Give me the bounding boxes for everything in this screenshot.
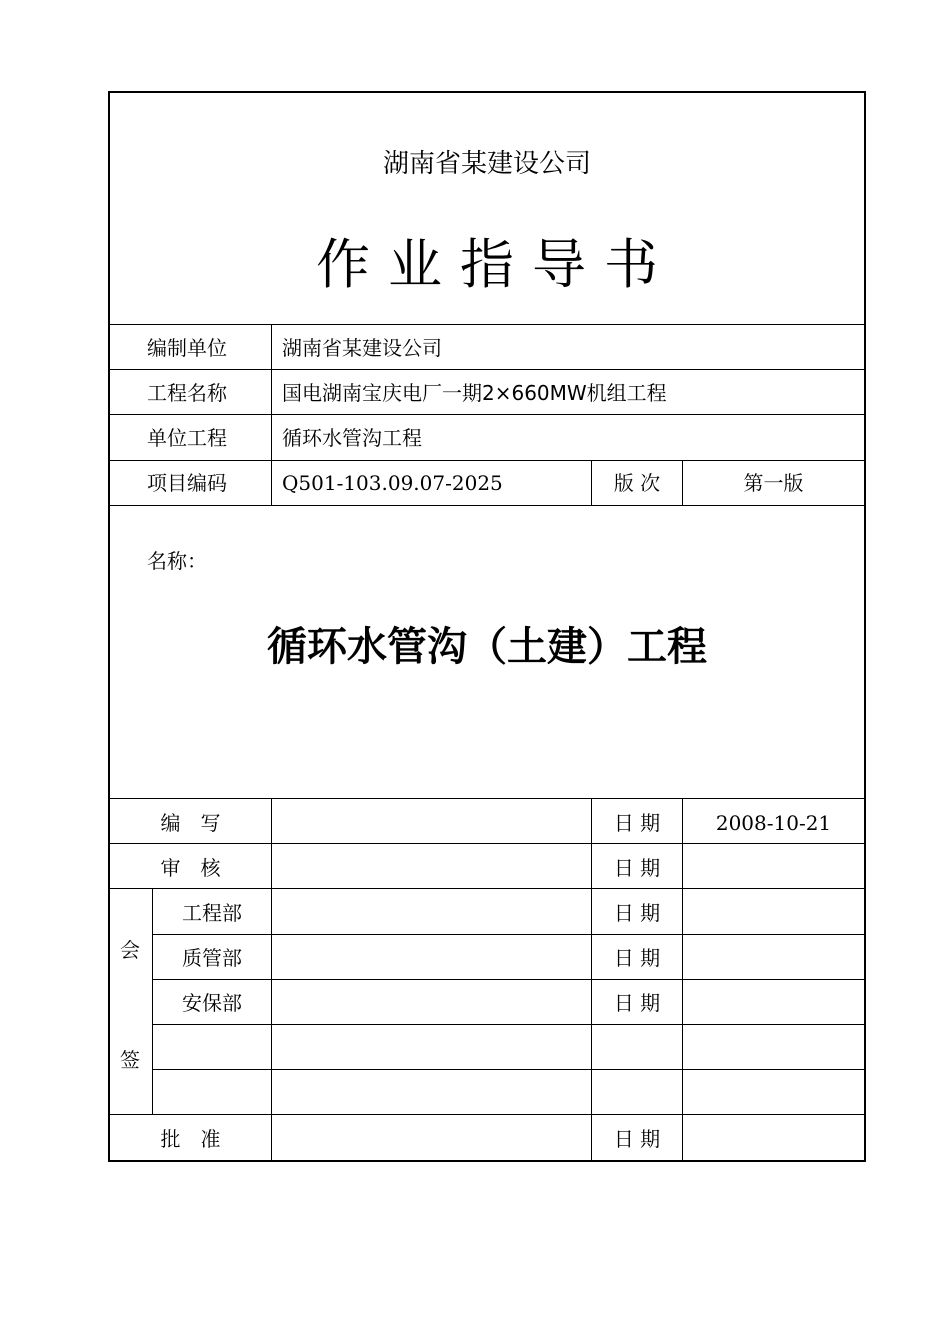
divider — [110, 324, 864, 325]
document-title: 作业指导书 — [316, 233, 676, 296]
divider — [110, 414, 864, 415]
divider — [682, 798, 683, 1160]
dept-quality: 质管部 — [182, 946, 242, 970]
work-name-title: 循环水管沟（土建）工程 — [267, 624, 707, 670]
code-value: Q501-103.09.07-2025 — [282, 471, 503, 495]
divider — [152, 979, 864, 980]
project-label: 工程名称 — [147, 381, 227, 405]
project-value: 国电湖南宝庆电厂一期2×660MW机组工程 — [282, 381, 667, 405]
divider — [110, 369, 864, 370]
divider — [110, 460, 864, 461]
subunit-label: 单位工程 — [147, 426, 227, 450]
review-label: 审 核 — [160, 856, 221, 880]
unit-value: 湖南省某建设公司 — [282, 336, 442, 360]
version-value: 第一版 — [743, 471, 804, 495]
date-label: 日 期 — [613, 991, 661, 1015]
divider — [110, 505, 864, 506]
divider — [110, 888, 864, 889]
divider — [110, 1114, 864, 1115]
date-label: 日 期 — [613, 856, 661, 880]
code-label: 项目编码 — [147, 471, 227, 495]
divider — [591, 798, 592, 1160]
dept-engineering: 工程部 — [182, 901, 242, 925]
divider — [271, 798, 272, 1160]
divider — [152, 1024, 864, 1025]
date-label: 日 期 — [613, 1127, 661, 1151]
dept-safety: 安保部 — [182, 991, 242, 1015]
divider — [110, 798, 864, 799]
name-label: 名称： — [147, 549, 207, 573]
divider — [271, 324, 272, 505]
divider — [110, 843, 864, 844]
write-date: 2008-10-21 — [715, 811, 832, 835]
divider — [152, 1069, 864, 1070]
company-title: 湖南省某建设公司 — [382, 149, 591, 179]
countersign-label: 会 — [120, 938, 140, 962]
date-label: 日 期 — [613, 946, 661, 970]
countersign-label: 签 — [120, 1048, 140, 1072]
divider — [152, 934, 864, 935]
subunit-value: 循环水管沟工程 — [282, 426, 422, 450]
version-label: 版 次 — [613, 471, 661, 495]
unit-label: 编制单位 — [147, 336, 227, 360]
write-label: 编 写 — [160, 811, 221, 835]
approve-label: 批 准 — [160, 1127, 221, 1151]
date-label: 日 期 — [613, 901, 661, 925]
date-label: 日 期 — [613, 811, 661, 835]
